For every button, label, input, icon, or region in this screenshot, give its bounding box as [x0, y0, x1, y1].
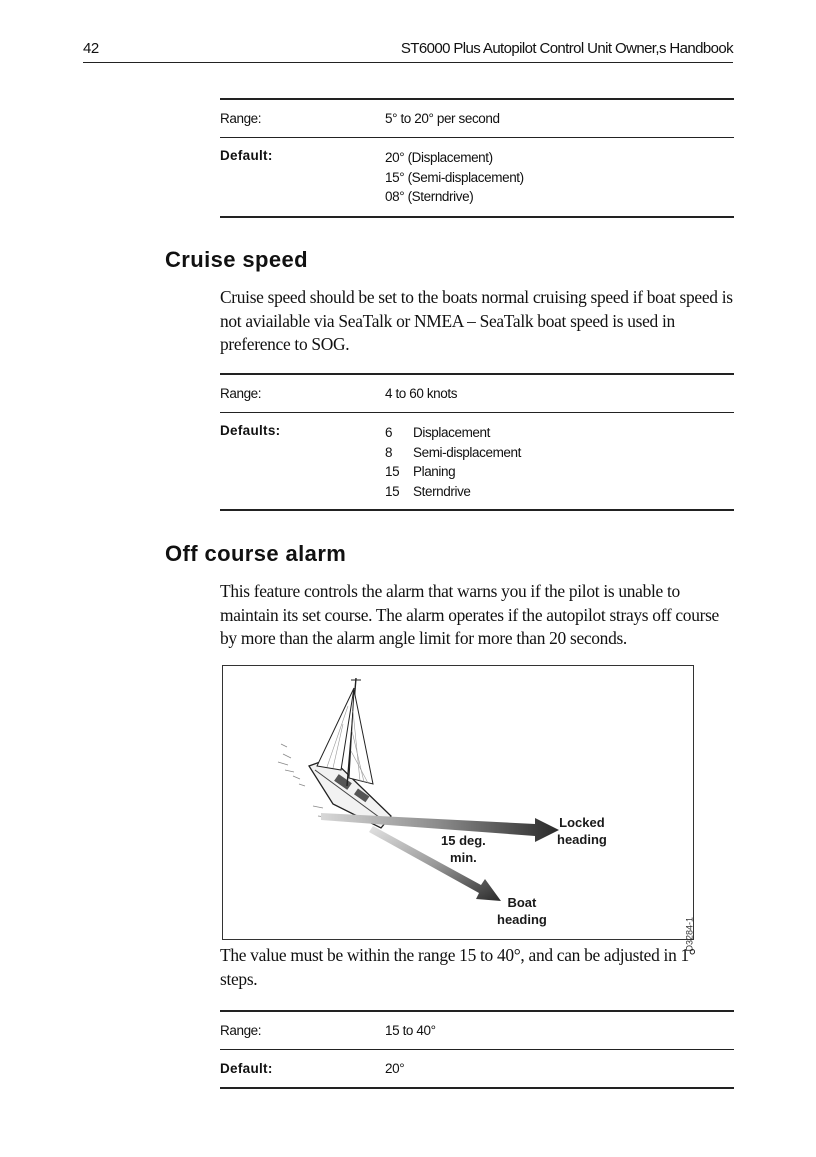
locked-heading-label: Locked heading [557, 815, 607, 847]
range-value: 4 to 60 knots [385, 386, 458, 401]
list-item: 6 Displacement [385, 425, 490, 440]
default-values [385, 148, 734, 207]
default-value-semi-displacement: 15° (Semi-displacement) [385, 169, 524, 185]
off-course-diagram [222, 665, 695, 952]
list-item: 8 Semi-displacement [385, 444, 521, 460]
cruise-speed-paragraph: Cruise speed should be set to the boats normal cruising speed if boat speed is not aviailable via SeaTalk or NMEA – SeaTalk boat speed is used in preference to SOG. [220, 287, 733, 354]
page-header [83, 38, 733, 63]
section-heading-cruise-speed: Cruise speed [165, 247, 308, 272]
range-label: Range: [220, 1023, 262, 1038]
range-label: Range: [220, 111, 262, 126]
defaults-label: Defaults: [220, 423, 281, 438]
section-heading-off-course-alarm: Off course alarm [165, 541, 347, 566]
default-label: Default: [220, 1061, 273, 1076]
range-label: Range: [220, 386, 262, 401]
figure-code: D3284-1 [685, 917, 695, 952]
table-row [220, 137, 734, 216]
angle-label: 15 deg. min. [441, 833, 486, 865]
default-value-sterndrive: 08° (Sterndrive) [385, 189, 474, 204]
rate-table [220, 98, 734, 218]
range-note-paragraph: The value must be within the range 15 to 40°, and can be adjusted in 1° steps. [220, 945, 696, 989]
default-value: 20° [385, 1061, 405, 1076]
range-value: 15 to 40° [385, 1023, 436, 1038]
document-title: ST6000 Plus Autopilot Control Unit Owner,s Handbook [400, 40, 733, 57]
default-label: Default: [220, 148, 273, 163]
sailboat-illustration [223, 666, 693, 939]
locked-heading-arrow [321, 813, 559, 842]
cruise-speed-table [220, 373, 734, 511]
table-row [220, 412, 734, 509]
defaults-list [385, 423, 734, 501]
off-course-paragraph: This feature controls the alarm that warns you if the pilot is unable to maintain its set course. The alarm operates if the autopilot strays off course by more than the alarm angle limit for more than 20 seconds. [220, 581, 719, 648]
page-number: 42 [83, 40, 99, 57]
list-item: 15 Sterndrive [385, 483, 471, 499]
off-course-table [220, 1010, 734, 1089]
table-row [220, 1012, 734, 1049]
list-item: 15 Planing [385, 464, 456, 479]
table-row [220, 1049, 734, 1087]
range-value: 5° to 20° per second [385, 111, 500, 126]
boat-heading-label: Boat heading [497, 895, 547, 927]
table-row [220, 100, 734, 137]
default-value-displacement: 20° (Displacement) [385, 150, 493, 165]
table-row [220, 375, 734, 412]
